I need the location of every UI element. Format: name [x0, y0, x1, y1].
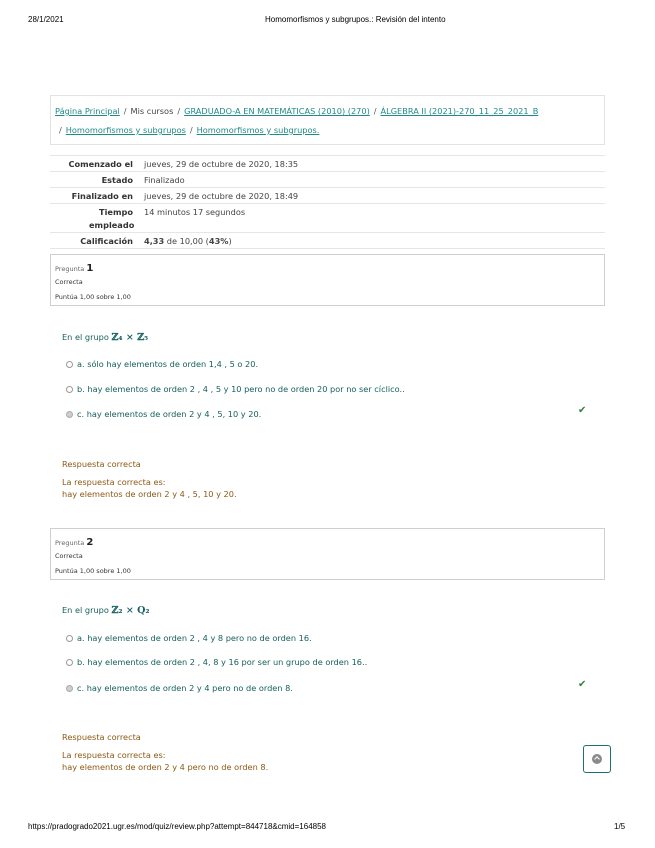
question-grade: Puntúa 1,00 sobre 1,00 — [55, 567, 131, 575]
question-grade: Puntúa 1,00 sobre 1,00 — [55, 293, 131, 301]
question-1-option-a[interactable]: a. sólo hay elementos de orden 1,4 , 5 o 20. — [66, 359, 258, 369]
question-2-text: En el grupo ℤ₂ × Q₂ — [62, 605, 150, 616]
breadcrumb-home-link[interactable]: Página Principal — [55, 106, 120, 116]
radio-button-selected[interactable] — [66, 685, 73, 692]
radio-button[interactable] — [66, 659, 73, 666]
summary-key: Finalizado en — [71, 191, 133, 201]
summary-row-grade — [50, 233, 605, 249]
summary-row-state — [50, 172, 605, 188]
print-date: 28/1/2021 — [28, 15, 64, 24]
radio-button-selected[interactable] — [66, 411, 73, 418]
summary-value: jueves, 29 de octubre de 2020, 18:35 — [144, 159, 299, 169]
summary-key: Estado — [101, 175, 133, 185]
summary-key: Calificación — [80, 236, 133, 246]
question-1-info — [50, 254, 605, 306]
summary-value: jueves, 29 de octubre de 2020, 18:49 — [144, 191, 299, 201]
breadcrumb-course-link[interactable]: ÁLGEBRA II (2021)-270_11_25_2021_B — [380, 106, 539, 116]
question-state: Correcta — [55, 552, 83, 560]
radio-button[interactable] — [66, 386, 73, 393]
summary-value: 14 minutos 17 segundos — [144, 207, 246, 217]
question-number: Pregunta 1 — [55, 263, 94, 274]
check-icon: ✔ — [578, 679, 587, 690]
summary-row-finished — [50, 188, 605, 204]
arrow-up-icon — [592, 754, 602, 764]
radio-button[interactable] — [66, 635, 73, 642]
math-expression: ℤ₄ × ℤ₅ — [111, 332, 149, 343]
question-number: Pregunta 2 — [55, 537, 94, 548]
math-expression: ℤ₂ × Q₂ — [111, 605, 150, 616]
summary-key: Tiempo empleado — [89, 207, 135, 230]
question-2-info — [50, 528, 605, 580]
breadcrumb-my-courses: Mis cursos — [130, 106, 174, 116]
print-url: https://pradogrado2021.ugr.es/mod/quiz/review.php?attempt=844718&cmid=164858 — [28, 822, 326, 831]
summary-key: Comenzado el — [68, 159, 133, 169]
radio-button[interactable] — [66, 361, 73, 368]
question-1-option-c[interactable]: c. hay elementos de orden 2 y 4 , 5, 10 y 20. — [66, 409, 261, 419]
question-2-option-a[interactable]: a. hay elementos de orden 2 , 4 y 8 pero no de orden 16. — [66, 633, 312, 643]
question-2-right-answer: La respuesta correcta es: hay elementos de orden 2 y 4 pero no de orden 8. — [62, 750, 269, 772]
breadcrumb: Página Principal / Mis cursos / GRADUADO-A EN MATEMÁTICAS (2010) (270) / ÁLGEBRA II (2021)-270_11_25_2021_B / Homomorfismos y subgrupos / Homomorfismos y subgrupos. — [50, 95, 605, 145]
scroll-to-top-button[interactable] — [583, 745, 611, 773]
print-title: Homomorfismos y subgrupos.: Revisión del intento — [265, 15, 446, 24]
summary-row-started — [50, 156, 605, 172]
breadcrumb-degree-link[interactable]: GRADUADO-A EN MATEMÁTICAS (2010) (270) — [184, 106, 370, 116]
question-2-feedback: Respuesta correcta — [62, 732, 141, 742]
summary-row-time — [50, 204, 605, 233]
question-1-right-answer: La respuesta correcta es: hay elementos de orden 2 y 4 , 5, 10 y 20. — [62, 477, 237, 499]
question-1-text: En el grupo ℤ₄ × ℤ₅ — [62, 332, 149, 343]
question-1-feedback: Respuesta correcta — [62, 459, 141, 469]
breadcrumb-section-link[interactable]: Homomorfismos y subgrupos — [65, 125, 186, 135]
question-2-option-b[interactable]: b. hay elementos de orden 2 , 4, 8 y 16 por ser un grupo de orden 16.. — [66, 657, 367, 667]
breadcrumb-quiz-link[interactable]: Homomorfismos y subgrupos. — [196, 125, 320, 135]
check-icon: ✔ — [578, 405, 587, 416]
question-state: Correcta — [55, 278, 83, 286]
attempt-summary — [50, 155, 605, 249]
question-2-option-c[interactable]: c. hay elementos de orden 2 y 4 pero no de orden 8. — [66, 683, 293, 693]
question-1-option-b[interactable]: b. hay elementos de orden 2 , 4 , 5 y 10 pero no de orden 20 por no ser cíclico.. — [66, 384, 405, 394]
summary-value: 4,33 de 10,00 (43%) — [144, 236, 232, 246]
print-page-number: 1/5 — [614, 822, 626, 831]
summary-value: Finalizado — [144, 175, 185, 185]
